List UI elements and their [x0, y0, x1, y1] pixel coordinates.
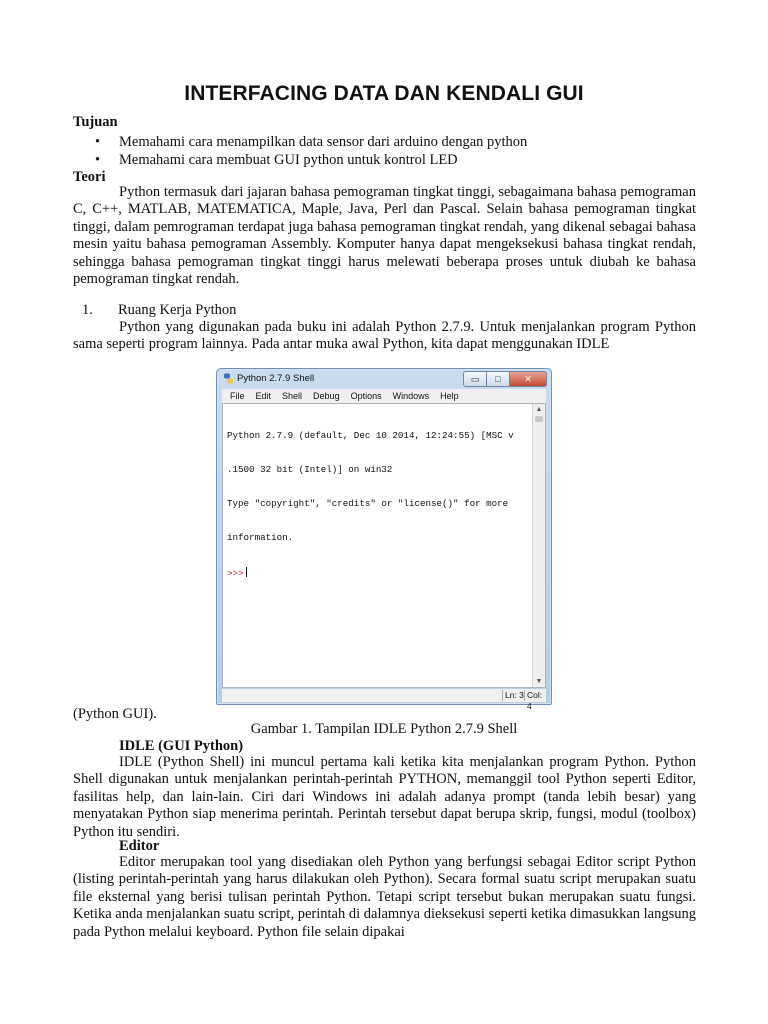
shell-line: .1500 32 bit (Intel)] on win32: [227, 464, 393, 476]
idle-shell-window: [216, 368, 552, 711]
python-logo-icon: [223, 373, 234, 384]
scroll-thumb: [535, 416, 543, 422]
menu-item-options: Options: [350, 391, 382, 401]
status-col: Col: 4: [524, 690, 546, 701]
figure-caption: Gambar 1. Tampilan IDLE Python 2.7.9 Shell: [250, 721, 518, 737]
idle-heading: IDLE (GUI Python): [119, 738, 244, 754]
menu-item-edit: Edit: [255, 391, 272, 401]
menu-item-windows: Windows: [392, 391, 430, 401]
section-1-continuation: (Python GUI).: [73, 706, 157, 722]
maximize-icon: □: [486, 371, 510, 387]
tujuan-bullet-1: [95, 133, 527, 151]
vertical-scrollbar: [532, 404, 545, 687]
window-titlebar: [217, 369, 551, 389]
menu-item-help: Help: [440, 391, 459, 401]
bullet-text: Memahami cara menampilkan data sensor dari arduino dengan python: [119, 134, 528, 150]
shell-line: information.: [227, 532, 294, 544]
teori-heading: Teori: [73, 169, 106, 185]
teori-paragraph: Python termasuk dari jajaran bahasa pemograman tingkat tinggi, sebagaimana bahasa pemograman C, C++, MATLAB, MATEMATICA, Maple, Java, Perl dan Pascal. Selain bahasa pemograman tingkat tinggi, dalam pemrograman terdapat juga bahasa pemograman tingkat rendah, yang dikenal sebagai bahasa mesin yaitu bahasa pemograman Assembly. Komputer hanya dapat mengeksekusi bahasa tingkat rendah, sehingga bahasa pemograman tingkat tinggi harus melewati beberapa proses untuk diubah ke bahasa pemograman tingkat rendah.: [73, 184, 696, 288]
bullet-text: Memahami cara membuat GUI python untuk kontrol LED: [119, 152, 458, 168]
tujuan-bullet-2: [95, 151, 458, 169]
close-icon: ✕: [509, 371, 547, 387]
status-line: Ln: 3: [502, 690, 524, 701]
window-title: Python 2.7.9 Shell: [237, 373, 315, 384]
text-cursor: [246, 567, 247, 577]
menu-item-debug: Debug: [313, 391, 340, 401]
section-number: 1.: [82, 302, 93, 318]
bullet-dot-icon: •: [95, 152, 101, 168]
menu-item-shell: Shell: [282, 391, 303, 401]
shell-prompt: >>>: [227, 567, 244, 579]
menu-item-file: File: [230, 391, 245, 401]
idle-paragraph: IDLE (Python Shell) ini muncul pertama kali ketika kita menjalankan program Python. Python Shell digunakan untuk menjalankan perintah-perintah PYTHON, memanggil tool Python seperti Editor, fasilitas help, dan lain-lain. Ciri dari Windows ini adalah adanya prompt (tanda lebih besar) yang menyatakan Python siap menerima perintah. Perintah tersebut dapat berupa skrip, fungsi, modul (toolbox) Python itu sendiri.: [73, 754, 696, 840]
page-title: INTERFACING DATA DAN KENDALI GUI: [184, 82, 584, 105]
editor-paragraph: Editor merupakan tool yang disediakan oleh Python yang berfungsi sebagai Editor script Python (listing perintah-perintah yang harus dilakukan oleh Python). Secara formal suatu script merupakan suatu file eksternal yang berisi tulisan perintah Python. Tetapi script tersebut bukan merupakan suatu fungsi. Ketika anda menjalankan suatu script, perintah di dalamnya dieksekusi seperti ketika dimasukkan langsung pada Python melalui keyboard. Python file selain dipakai: [73, 854, 696, 940]
shell-line: Python 2.7.9 (default, Dec 10 2014, 12:24:55) [MSC v: [227, 429, 514, 441]
section-1-heading: [82, 302, 236, 319]
status-bar: [222, 689, 546, 711]
window-controls: [464, 371, 547, 387]
scroll-down-icon: ▼: [535, 678, 543, 685]
section-1-paragraph: Python yang digunakan pada buku ini adalah Python 2.7.9. Untuk menjalankan program Python sama seperti program lainnya. Pada antar muka awal Python, kita dapat menggunakan IDLE: [73, 319, 696, 353]
section-title: Ruang Kerja Python: [118, 302, 237, 318]
minimize-icon: ▭: [463, 371, 487, 387]
scroll-up-icon: ▲: [535, 406, 543, 413]
shell-text: [227, 407, 531, 602]
bullet-dot-icon: •: [95, 134, 101, 150]
shell-output-area: [222, 403, 546, 688]
shell-line: Type "copyright", "credits" or "license()" for more: [227, 498, 509, 510]
tujuan-heading: Tujuan: [73, 114, 118, 130]
shell-prompt-line: [227, 567, 531, 579]
menu-bar: [222, 389, 546, 403]
editor-heading: Editor: [119, 838, 160, 854]
